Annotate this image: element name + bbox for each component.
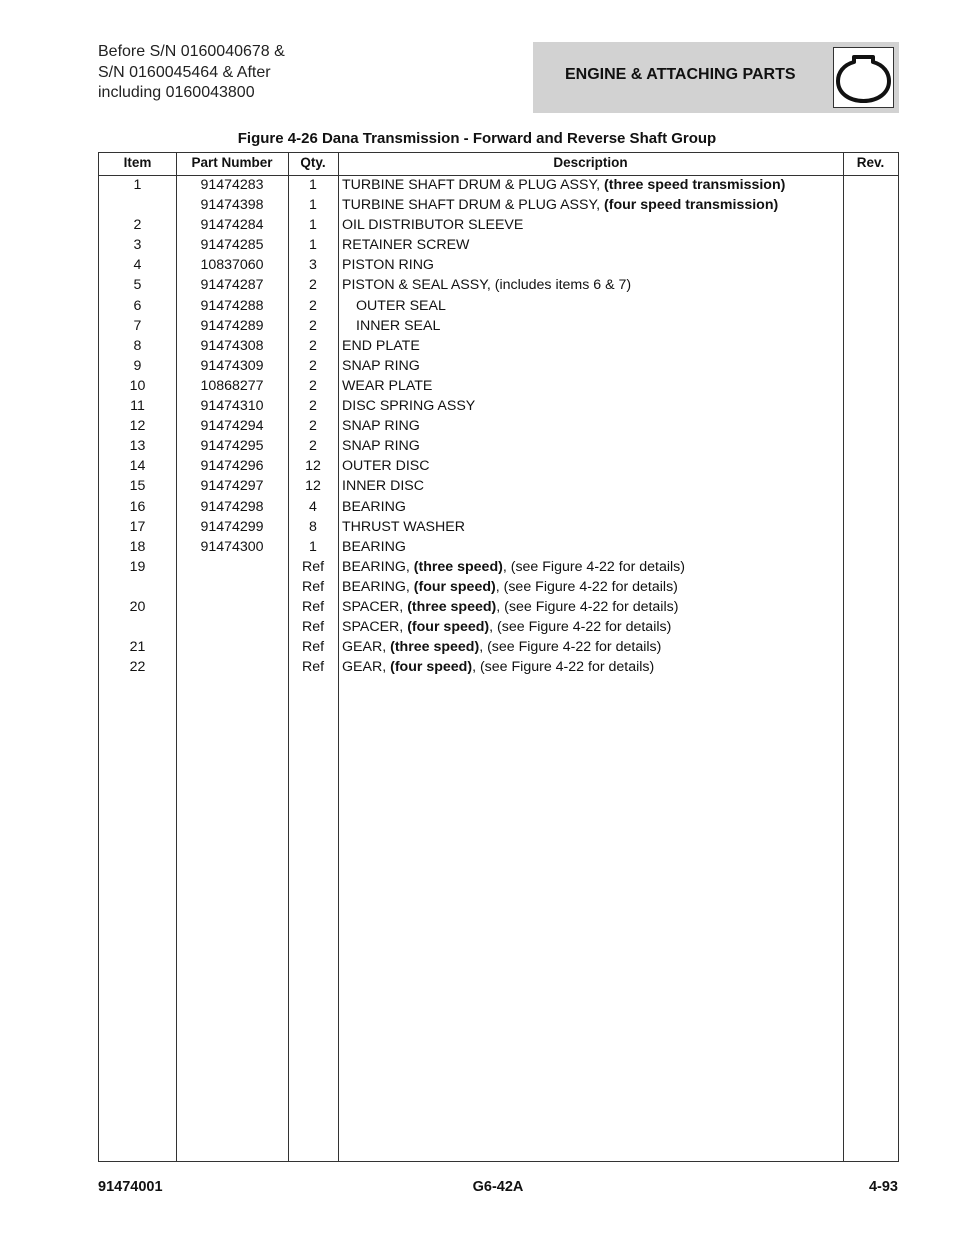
- part-number: 91474285: [200, 237, 264, 254]
- part-number: 91474283: [200, 177, 264, 193]
- item-number: 5: [133, 277, 142, 294]
- quantity: 2: [309, 277, 317, 294]
- description-text: SNAP RING: [342, 438, 420, 455]
- description: [342, 639, 661, 655]
- description-emphasis: (four speed): [413, 578, 496, 595]
- item-number: 22: [129, 659, 146, 676]
- table-row: [99, 437, 898, 457]
- item-number: 7: [133, 317, 142, 334]
- quantity: 2: [309, 398, 317, 415]
- item-number: 10: [129, 377, 146, 394]
- description: [342, 398, 475, 414]
- item-number: 9: [133, 357, 142, 374]
- description: [342, 177, 785, 193]
- description-text: TURBINE SHAFT DRUM & PLUG ASSY,: [342, 177, 605, 193]
- description-text: BEARING: [342, 498, 406, 515]
- table-row: [99, 256, 898, 276]
- part-number: 91474309: [200, 357, 264, 374]
- quantity: 2: [309, 317, 317, 334]
- description-text: BEARING: [342, 538, 406, 555]
- quantity: 4: [309, 498, 317, 515]
- part-number: 91474299: [200, 518, 264, 535]
- part-number: 10837060: [200, 257, 264, 274]
- description: [342, 197, 778, 213]
- description-emphasis: (three speed): [390, 639, 480, 656]
- item-number: 4: [133, 257, 142, 274]
- section-title: ENGINE & ATTACHING PARTS: [565, 66, 796, 83]
- description-text: THRUST WASHER: [342, 518, 465, 535]
- description: [356, 318, 440, 334]
- description-note: , (see Figure 4-22 for details): [472, 659, 655, 676]
- item-number: 14: [129, 458, 146, 475]
- description-text: INNER SEAL: [356, 317, 441, 334]
- item-number: 13: [129, 438, 146, 455]
- part-number: 91474398: [200, 197, 264, 214]
- footer-model: G6-42A: [472, 1179, 524, 1195]
- column-header-part-number: Part Number: [191, 155, 273, 170]
- part-number: 91474308: [200, 337, 264, 354]
- item-number: 16: [129, 498, 146, 515]
- quantity: 1: [309, 217, 317, 234]
- section-banner: [533, 42, 899, 113]
- quantity: 12: [305, 458, 321, 475]
- description: [342, 338, 420, 354]
- quantity: 1: [309, 237, 317, 254]
- description-note: , (see Figure 4-22 for details): [479, 639, 662, 656]
- description: [342, 478, 424, 494]
- description: [342, 499, 406, 515]
- description-emphasis: (four speed): [390, 659, 473, 676]
- part-number: 91474295: [200, 438, 264, 455]
- description: [342, 458, 430, 474]
- description-emphasis: (four speed): [407, 619, 490, 636]
- quantity: Ref: [301, 598, 325, 615]
- part-number: 91474298: [200, 498, 264, 515]
- description: [342, 659, 654, 675]
- item-number: 17: [129, 518, 146, 535]
- quantity: Ref: [301, 578, 325, 595]
- parts-table: [98, 152, 899, 1162]
- description-text: RETAINER SCREW: [342, 237, 470, 254]
- description-text: BEARING,: [342, 558, 414, 575]
- item-number: 2: [133, 217, 142, 234]
- item-number: 20: [129, 598, 146, 615]
- part-number: 91474284: [200, 217, 264, 234]
- description-emphasis: (three speed): [407, 598, 497, 615]
- table-row: [99, 317, 898, 337]
- item-number: 21: [129, 639, 146, 656]
- quantity: Ref: [301, 659, 325, 676]
- description-text: OIL DISTRIBUTOR SLEEVE: [342, 217, 524, 234]
- table-row: [99, 236, 898, 256]
- description-note: , (see Figure 4-22 for details): [495, 578, 678, 595]
- part-number: 91474289: [200, 317, 264, 334]
- description-text: SNAP RING: [342, 418, 420, 435]
- figure-title: Figure 4-26 Dana Transmission - Forward and Reverse Shaft Group: [237, 130, 717, 147]
- description: [342, 358, 420, 374]
- table-row: [99, 578, 898, 598]
- item-number: 6: [133, 297, 142, 314]
- item-number: 15: [129, 478, 146, 495]
- item-number: 3: [133, 237, 142, 254]
- item-number: 11: [130, 398, 145, 415]
- table-row: [99, 477, 898, 497]
- table-row: [99, 457, 898, 477]
- serial-line: including 0160043800: [98, 84, 255, 101]
- table-row: [99, 538, 898, 558]
- description-text: GEAR,: [342, 639, 391, 656]
- quantity: Ref: [301, 558, 325, 575]
- description: [342, 539, 406, 555]
- serial-line: Before S/N 0160040678 &: [98, 43, 285, 60]
- quantity: 1: [309, 538, 317, 555]
- table-body: [99, 176, 898, 678]
- column-header-item: Item: [123, 155, 152, 170]
- quantity: 2: [309, 297, 317, 314]
- description: [342, 418, 420, 434]
- quantity: 3: [309, 257, 317, 274]
- description: [342, 579, 678, 595]
- description-text: DISC SPRING ASSY: [342, 398, 476, 415]
- table-row: [99, 417, 898, 437]
- quantity: 2: [309, 418, 317, 435]
- table-row: [99, 357, 898, 377]
- column-header-description: Description: [553, 155, 628, 170]
- engine-icon: [833, 47, 894, 108]
- description: [342, 378, 432, 394]
- item-number: 19: [129, 558, 146, 575]
- description: [342, 257, 434, 273]
- description: [342, 237, 469, 253]
- table-row: [99, 297, 898, 317]
- table-row: [99, 196, 898, 216]
- quantity: 1: [309, 177, 317, 193]
- description: [342, 438, 420, 454]
- column-header-rev: Rev.: [856, 155, 885, 170]
- table-row: [99, 518, 898, 538]
- footer-page-number: 4-93: [868, 1179, 898, 1195]
- description-text: SNAP RING: [342, 357, 420, 374]
- table-row: [99, 276, 898, 296]
- item-number: 18: [129, 538, 146, 555]
- table-row: [99, 337, 898, 357]
- description-text: OUTER DISC: [342, 458, 430, 475]
- description-text: INNER DISC: [342, 478, 424, 495]
- description: [342, 277, 631, 293]
- column-header-qty: Qty.: [300, 155, 326, 170]
- description-text: PISTON RING: [342, 257, 434, 274]
- part-number: 91474300: [200, 538, 264, 555]
- quantity: 1: [309, 197, 317, 214]
- part-number: 91474288: [200, 297, 264, 314]
- description-text: OUTER SEAL: [356, 297, 446, 314]
- description-text: TURBINE SHAFT DRUM & PLUG ASSY,: [342, 197, 605, 214]
- description-text: PISTON & SEAL ASSY, (includes items 6 & 7): [342, 277, 632, 294]
- table-row: [99, 658, 898, 678]
- quantity: 2: [309, 337, 317, 354]
- description: [342, 519, 465, 535]
- table-row: [99, 598, 898, 618]
- description-note: , (see Figure 4-22 for details): [489, 619, 672, 636]
- part-number: 91474296: [200, 458, 264, 475]
- description-emphasis: (three speed transmission): [604, 177, 786, 193]
- table-row: [99, 558, 898, 578]
- description-text: SPACER,: [342, 619, 408, 636]
- description: [342, 599, 678, 615]
- description: [356, 298, 446, 314]
- quantity: Ref: [301, 639, 325, 656]
- description-note: , (see Figure 4-22 for details): [502, 558, 685, 575]
- table-row: [99, 498, 898, 518]
- description-text: SPACER,: [342, 598, 408, 615]
- description-text: END PLATE: [342, 337, 420, 354]
- description-text: WEAR PLATE: [342, 377, 433, 394]
- serial-number-note: [98, 42, 285, 104]
- quantity: 2: [309, 377, 317, 394]
- part-number: 91474287: [200, 277, 264, 294]
- table-row: [99, 377, 898, 397]
- part-number: 91474294: [200, 418, 264, 435]
- quantity: 8: [309, 518, 317, 535]
- part-number: 91474297: [200, 478, 264, 495]
- description-text: GEAR,: [342, 659, 391, 676]
- quantity: 2: [309, 357, 317, 374]
- table-row: [99, 176, 898, 196]
- quantity: Ref: [301, 619, 325, 636]
- item-number: 8: [133, 337, 142, 354]
- description: [342, 559, 685, 575]
- quantity: 12: [305, 478, 321, 495]
- item-number: 1: [133, 177, 142, 193]
- table-row: [99, 638, 898, 658]
- description: [342, 619, 671, 635]
- table-row: [99, 618, 898, 638]
- description-emphasis: (four speed transmission): [604, 197, 779, 214]
- serial-line: S/N 0160045464 & After: [98, 63, 271, 81]
- description-emphasis: (three speed): [413, 558, 503, 575]
- table-row: [99, 397, 898, 417]
- item-number: 12: [129, 418, 146, 435]
- table-row: [99, 216, 898, 236]
- footer-document-number: 91474001: [98, 1179, 163, 1195]
- quantity: 2: [309, 438, 317, 455]
- part-number: 91474310: [200, 398, 264, 415]
- description-note: , (see Figure 4-22 for details): [496, 598, 679, 615]
- description-text: BEARING,: [342, 578, 414, 595]
- description: [342, 217, 523, 233]
- part-number: 10868277: [200, 377, 264, 394]
